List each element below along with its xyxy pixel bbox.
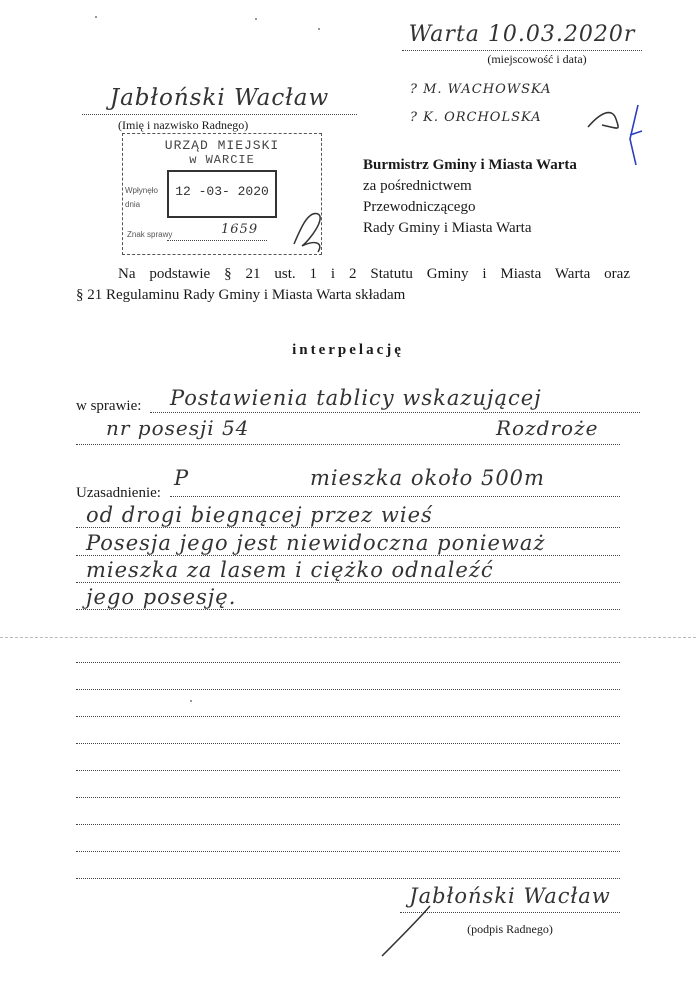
place-date-value: Warta 10.03.2020r	[402, 20, 642, 51]
stamp-office-line-1: URZĄD MIEJSKI	[164, 138, 280, 153]
stamp-signature-scribble	[290, 200, 330, 260]
subject-line-1: Postawienia tablicy wskazującej	[150, 384, 640, 413]
councillor-name-value: Jabłoński Wacław	[82, 82, 357, 115]
scan-fold-line	[0, 637, 696, 638]
recipient-block	[363, 155, 663, 239]
blank-line	[76, 640, 620, 663]
justification-line-1-right: mieszka około 500m	[310, 466, 545, 490]
subject-line-2: nr posesji 54	[106, 416, 250, 440]
margin-note: ? M. WACHOWSKA	[410, 82, 552, 97]
signature-value: Jabłoński Wacław	[400, 880, 620, 913]
blank-line	[76, 721, 620, 744]
blank-line	[76, 802, 620, 825]
stamp-received-date: 12 -03- 2020	[175, 184, 269, 199]
subject-line-2-row	[76, 416, 620, 445]
justification-label: Uzasadnienie:	[76, 485, 161, 501]
recipient-line: za pośrednictwem	[363, 178, 472, 194]
justification-line-3: Posesja jego jest niewidoczna ponieważ	[76, 530, 620, 556]
stamp-office-line-2: w WARCIE	[189, 153, 255, 167]
page-title: interpelację	[292, 342, 404, 358]
stamp-case-value: 1659	[221, 222, 259, 237]
recipient-line: Przewodniczącego	[363, 199, 476, 215]
scan-speck	[318, 28, 320, 30]
recipient-line: Burmistrz Gminy i Miasta Warta	[363, 157, 577, 173]
blank-line	[76, 856, 620, 879]
signature-label: (podpis Radnego)	[467, 922, 553, 936]
stamp-received-label: Wpłynęło dnia	[125, 186, 158, 209]
justification-line-1-row	[170, 466, 620, 497]
blank-line	[76, 775, 620, 798]
councillor-name-label: (Imię i nazwisko Radnego)	[118, 118, 249, 132]
blank-line	[76, 829, 620, 852]
stamp-date-box	[167, 170, 277, 218]
scan-speck	[255, 18, 257, 20]
margin-note: ? K. ORCHOLSKA	[410, 110, 542, 125]
justification-line-4: mieszka za lasem i ciężko odnaleźć	[76, 557, 620, 583]
signature-flourish	[378, 900, 438, 960]
blank-line	[76, 694, 620, 717]
justification-line-2: od drogi biegnącej przez wieś	[76, 502, 620, 528]
justification-line-1-left: P	[174, 466, 190, 490]
place-date-label: (miejscowość i data)	[487, 52, 587, 66]
intro-line-2: § 21 Regulaminu Rady Gminy i Miasta Warta składam	[76, 287, 406, 303]
stamp-case-label: Znak sprawy	[127, 230, 173, 239]
subject-line-2-right: Rozdroże	[496, 416, 599, 440]
blank-line	[76, 667, 620, 690]
blank-line	[76, 748, 620, 771]
redaction	[210, 470, 320, 494]
intro-line-1: Na podstawie § 21 ust. 1 i 2 Statutu Gminy i Miasta Warta oraz	[118, 266, 630, 282]
scan-speck	[95, 16, 97, 18]
recipient-line: Rady Gminy i Miasta Warta	[363, 220, 532, 236]
subject-label: w sprawie:	[76, 398, 142, 414]
justification-line-5: jego posesję.	[76, 584, 620, 610]
